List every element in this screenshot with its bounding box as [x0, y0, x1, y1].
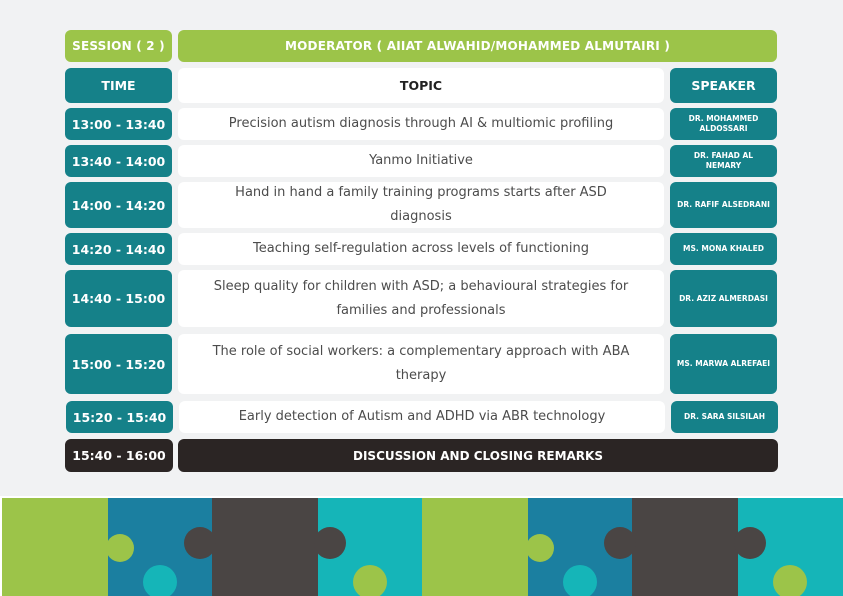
topic-cell: Teaching self-regulation across levels of functioning	[178, 233, 664, 265]
time-header: TIME	[65, 68, 172, 103]
puzzle-piece	[212, 498, 318, 596]
puzzle-piece	[632, 498, 738, 596]
speaker-cell: DR. FAHAD AL NEMARY	[670, 145, 777, 177]
time-cell: 14:40 - 15:00	[65, 270, 172, 327]
speaker-cell: DR. SARA SILSILAH	[671, 401, 778, 433]
puzzle-footer-decoration	[0, 496, 843, 596]
speaker-cell: DR. RAFIF ALSEDRANI	[670, 182, 777, 228]
speaker-header: SPEAKER	[670, 68, 777, 103]
time-cell: 13:40 - 14:00	[65, 145, 172, 177]
time-cell: 14:00 - 14:20	[65, 182, 172, 228]
closing-time-cell: 15:40 - 16:00	[65, 439, 173, 472]
speaker-cell: DR. AZIZ ALMERDASI	[670, 270, 777, 327]
puzzle-piece	[2, 498, 108, 596]
topic-cell: Hand in hand a family training programs starts after ASD diagnosis	[178, 182, 664, 228]
moderator-banner: MODERATOR ( AIIAT ALWAHID/MOHAMMED ALMUTAIRI )	[178, 30, 777, 62]
time-cell: 13:00 - 13:40	[65, 108, 172, 140]
topic-cell: Early detection of Autism and ADHD via ABR technology	[179, 401, 665, 433]
speaker-cell: DR. MOHAMMED ALDOSSARI	[670, 108, 777, 140]
topic-cell: The role of social workers: a complementary approach with ABA therapy	[178, 334, 664, 394]
speaker-cell: MS. MARWA ALREFAEI	[670, 334, 777, 394]
topic-cell: Yanmo Initiative	[178, 145, 664, 177]
topic-cell: Precision autism diagnosis through AI & multiomic profiling	[178, 108, 664, 140]
time-cell: 15:00 - 15:20	[65, 334, 172, 394]
speaker-cell: MS. MONA KHALED	[670, 233, 777, 265]
time-cell: 15:20 - 15:40	[66, 401, 173, 433]
time-cell: 14:20 - 14:40	[65, 233, 172, 265]
topic-cell: Sleep quality for children with ASD; a behavioural strategies for families and professionals	[178, 270, 664, 327]
puzzle-piece	[422, 498, 528, 596]
session-label: SESSION ( 2 )	[65, 30, 172, 62]
closing-remarks-banner: DISCUSSION AND CLOSING REMARKS	[178, 439, 778, 472]
topic-header: TOPIC	[178, 68, 664, 103]
